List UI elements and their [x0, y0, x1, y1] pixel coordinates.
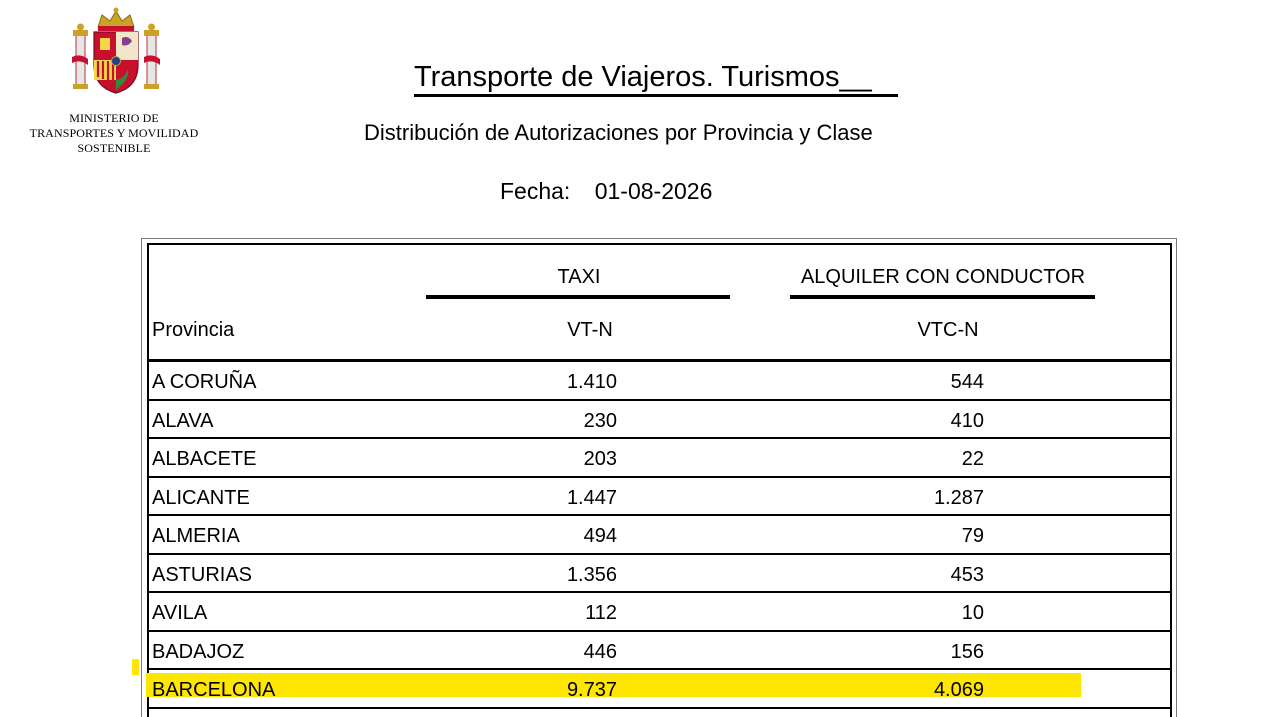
- cell-provincia: ASTURIAS: [152, 563, 253, 586]
- column-header-vtn: VT-N: [567, 319, 613, 341]
- cell-vtn: 446: [583, 640, 617, 663]
- cell-vtcn: 453: [950, 563, 984, 586]
- highlight-mark: [132, 659, 139, 675]
- date-label: Fecha:: [500, 178, 571, 204]
- group-header-taxi: TAXI: [557, 266, 601, 288]
- spain-coat-of-arms-icon: [70, 5, 162, 97]
- ministry-line-2: TRANSPORTES Y MOVILIDAD: [29, 126, 199, 140]
- cell-vtcn: 410: [950, 409, 984, 432]
- cell-vtn: 203: [583, 448, 617, 470]
- cell-vtn: 1.410: [566, 371, 617, 393]
- group-rule-vtc: [790, 295, 1095, 299]
- table-row: [148, 478, 1171, 517]
- table-row-highlighted: [148, 670, 1171, 709]
- ministry-name: [14, 111, 214, 156]
- cell-vtn: 112: [585, 602, 617, 624]
- cell-provincia: BADAJOZ: [152, 640, 245, 663]
- ministry-line-3: SOSTENIBLE: [77, 141, 151, 155]
- cell-provincia: BARCELONA: [152, 679, 276, 701]
- cell-vtcn: 22: [961, 448, 984, 470]
- page-title: [414, 60, 898, 98]
- table-row: [148, 632, 1171, 671]
- cell-vtn: 1.447: [566, 486, 617, 509]
- cell-provincia: A CORUÑA: [152, 371, 257, 393]
- page-subtitle: Distribución de Autorizaciones por Provincia y Clase: [364, 120, 873, 145]
- date-line: [500, 177, 712, 205]
- cell-vtn: 230: [583, 409, 617, 432]
- table-row: [148, 593, 1171, 632]
- table-row: [148, 401, 1171, 440]
- cell-vtcn: 4.069: [933, 679, 984, 701]
- cell-provincia: ALICANTE: [152, 486, 250, 509]
- table-row: [148, 516, 1171, 555]
- cell-vtn: 1.356: [566, 563, 617, 586]
- cell-provincia: ALMERIA: [152, 525, 240, 547]
- cell-vtcn: 10: [961, 602, 984, 624]
- column-header-vtcn: VTC-N: [917, 319, 979, 341]
- table-row: [148, 439, 1171, 478]
- cell-vtcn: 156: [950, 640, 984, 663]
- table-row: [148, 362, 1171, 401]
- group-rule-taxi: [426, 295, 730, 299]
- cell-vtcn: 79: [961, 525, 984, 547]
- page-title-text: Transporte de Viajeros. Turismos__: [414, 61, 872, 93]
- cell-provincia: ALAVA: [152, 409, 214, 432]
- cell-provincia: AVILA: [152, 602, 208, 624]
- cell-vtn: 494: [583, 525, 617, 547]
- table-body: [148, 362, 1171, 709]
- date-value: 01-08-2026: [594, 178, 713, 204]
- cell-vtn: 9.737: [566, 679, 617, 701]
- cell-provincia: ALBACETE: [152, 448, 257, 470]
- ministry-line-1: MINISTERIO DE: [69, 111, 159, 125]
- group-header-vtc: ALQUILER CON CONDUCTOR: [800, 266, 1086, 288]
- cell-vtcn: 544: [950, 371, 984, 393]
- column-header-provincia: Provincia: [152, 319, 235, 341]
- title-underline: [414, 94, 898, 97]
- cell-vtcn: 1.287: [933, 486, 984, 509]
- table-row: [148, 555, 1171, 594]
